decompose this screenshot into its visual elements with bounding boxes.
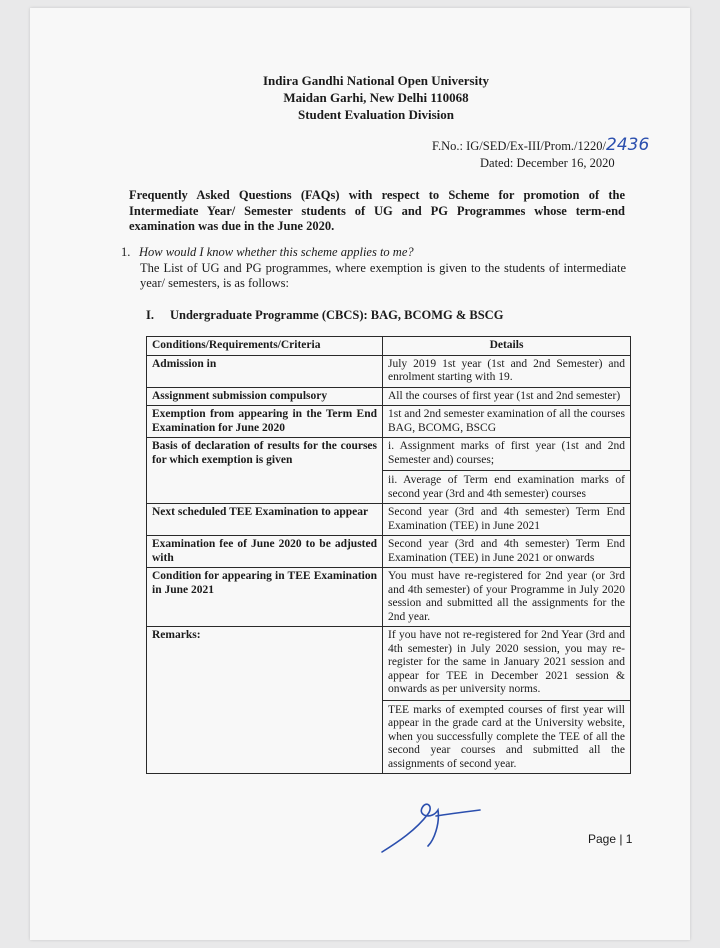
criteria-cell: Next scheduled TEE Examination to appear	[147, 504, 383, 536]
question-1-answer: The List of UG and PG programmes, where exemption is given to the students of intermediate year/ semesters, is as follows:	[140, 261, 626, 290]
details-cell: July 2019 1st year (1st and 2nd Semester) and enrolment starting with 19.	[383, 355, 631, 387]
section-heading	[146, 308, 503, 323]
details-item: ii. Average of Term end examination marks of second year (3rd and 4th semester) courses	[383, 470, 630, 501]
details-cell: Second year (3rd and 4th semester) Term End Examination (TEE) in June 2021	[383, 504, 631, 536]
details-cell: Second year (3rd and 4th semester) Term End Examination (TEE) in June 2021 or onwards	[383, 536, 631, 568]
division-name: Student Evaluation Division	[297, 107, 455, 122]
details-item: If you have not re-registered for 2nd Year (3rd and 4th semester) in July 2020 session, you may re-register for the same in January 2021 session and appear for TEE in December 2021 session & onwards as per university norms.	[388, 629, 625, 695]
details-item: i. Assignment marks of first year (1st and 2nd Semester and) courses;	[388, 440, 625, 466]
table-row	[147, 438, 631, 504]
details-cell: All the courses of first year (1st and 2nd semester)	[383, 387, 631, 406]
column-header-details: Details	[383, 337, 631, 356]
section-numeral: I.	[146, 308, 154, 322]
table-row	[147, 387, 631, 406]
details-cell	[383, 438, 631, 504]
university-name: Indira Gandhi National Open University	[262, 73, 490, 88]
handwritten-number: 2436	[606, 135, 650, 155]
table-header-row	[147, 337, 631, 356]
file-number	[432, 137, 649, 155]
criteria-cell: Assignment submission compulsory	[147, 387, 383, 406]
signature	[376, 790, 486, 865]
question-text: How would I know whether this scheme applies to me?	[139, 245, 414, 259]
criteria-cell: Exemption from appearing in the Term End Examination for June 2020	[147, 406, 383, 438]
file-number-text: F.No.: IG/SED/Ex-III/Prom./1220/	[432, 139, 606, 153]
details-cell: 1st and 2nd semester examination of all the courses BAG, BCOMG, BSCG	[383, 406, 631, 438]
table-row	[147, 568, 631, 627]
details-cell	[383, 627, 631, 774]
section-title: Undergraduate Programme (CBCS): BAG, BCOMG & BSCG	[170, 308, 504, 322]
faq-intro: Frequently Asked Questions (FAQs) with respect to Scheme for promotion of the Intermediate Year/ Semester students of UG and PG Programmes whose term-end examination was due in the June 2020.	[129, 188, 625, 233]
question-1	[121, 245, 414, 260]
table-row	[147, 504, 631, 536]
criteria-cell: Condition for appearing in TEE Examination in June 2021	[147, 568, 383, 627]
column-header-criteria: Conditions/Requirements/Criteria	[147, 337, 383, 356]
page-number: Page | 1	[588, 832, 633, 846]
criteria-cell: Admission in	[147, 355, 383, 387]
dated-line: Dated: December 16, 2020	[480, 156, 615, 170]
details-item: TEE marks of exempted courses of first year will appear in the grade card at the University website, when you successfully complete the TEE of all the second year courses and submitted all the assignments of second year.	[383, 700, 630, 772]
criteria-table	[146, 336, 631, 774]
criteria-cell: Basis of declaration of results for the courses for which exemption is given	[147, 438, 383, 504]
question-number: 1.	[121, 245, 131, 259]
details-cell: You must have re-registered for 2nd year (or 3rd and 4th semester) of your Programme in July 2020 session and submitted all the assignments for the 2nd year.	[383, 568, 631, 627]
table-row	[147, 627, 631, 774]
table-row	[147, 536, 631, 568]
university-address: Maidan Garhi, New Delhi 110068	[283, 90, 469, 105]
table-row	[147, 406, 631, 438]
criteria-cell: Remarks:	[147, 627, 383, 774]
criteria-cell: Examination fee of June 2020 to be adjusted with	[147, 536, 383, 568]
table-row	[147, 355, 631, 387]
document-header	[0, 72, 720, 123]
